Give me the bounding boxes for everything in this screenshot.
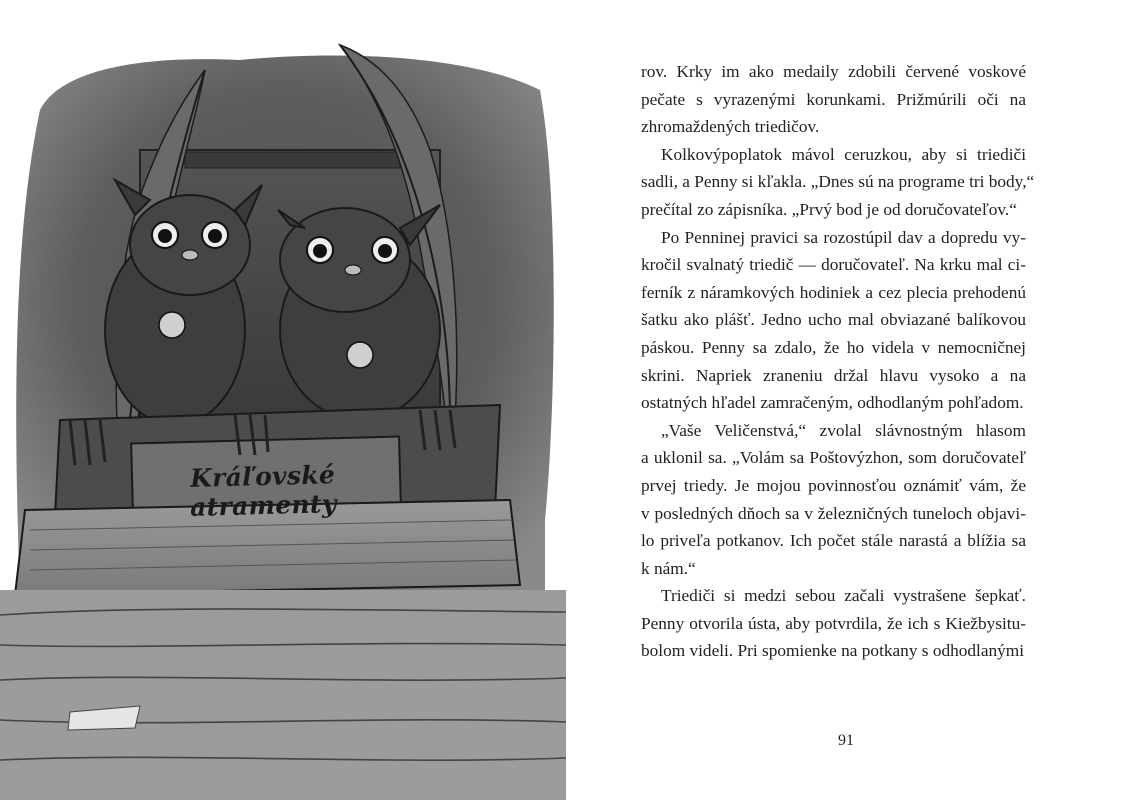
- text-line: skrini. Napriek zraneniu držal hlavu vysoko a na: [641, 365, 1026, 385]
- paragraph: [641, 141, 1035, 224]
- text-line: k nám.“: [641, 558, 696, 578]
- text-page: [641, 58, 1035, 665]
- text-line: šatku ako plášť. Jedno ucho mal obviazané balíkovou: [641, 310, 1026, 330]
- paragraph: [641, 417, 1026, 583]
- text-line: kročil svalnatý triedič — doručovateľ. Na krku mal ci-: [641, 255, 1026, 275]
- text-line: Penny otvorila ústa, aby potvrdila, že ich s Kiežbysitu-: [641, 613, 1026, 633]
- text-line: pečate s vyrazenými korunkami. Prižmúrili oči na: [641, 89, 1026, 109]
- text-line: sadli, a Penny si kľakla. „Dnes sú na programe tri body,“: [641, 172, 1035, 192]
- text-line: rov. Krky im ako medaily zdobili červené voskové: [641, 62, 1026, 81]
- paragraph: [641, 58, 1026, 141]
- text-line: lo priveľa potkanov. Ich počet stále narastá a blížia sa: [641, 531, 1026, 551]
- plaque-label: Kráľovské atramenty: [189, 460, 337, 522]
- text-line: bolom videli. Pri spomienke na potkany s odhodlanými: [641, 641, 1025, 661]
- text-line: zhromaždených triedičov.: [641, 117, 820, 137]
- text-line: v posledných dňoch sa v železničných tuneloch objavi-: [641, 503, 1026, 523]
- text-line: a uklonil sa. „Volám sa Poštovýzhon, som doručovateľ: [641, 448, 1026, 468]
- text-line: páskou. Penny sa zdalo, že ho videla v nemocničnej: [641, 337, 1026, 357]
- text-line: Po Penninej pravici sa rozostúpil dav a dopredu vy-: [661, 227, 1026, 247]
- paragraph: [641, 582, 1026, 665]
- text-line: prečítal zo zápisníka. „Prvý bod je od doručovateľov.“: [641, 199, 1017, 219]
- text-line: ostatných hľadel zamračeným, odhodlaným pohľadom.: [641, 393, 1024, 413]
- text-line: ferník z náramkových hodiniek a cez plecia prehodenú: [641, 282, 1026, 302]
- text-line: Kolkovýpoplatok mávol ceruzkou, aby si triediči: [661, 144, 1026, 164]
- text-line: prvej triedy. Je mojou povinnosťou oznámiť vám, že: [641, 475, 1026, 495]
- page-number: 91: [838, 732, 854, 749]
- text-line: „Vaše Veličenstvá,“ zvolal slávnostným hlasom: [661, 420, 1026, 440]
- paragraph: [641, 224, 1026, 417]
- text-line: Triediči si medzi sebou začali vystrašene šepkať.: [661, 586, 1026, 606]
